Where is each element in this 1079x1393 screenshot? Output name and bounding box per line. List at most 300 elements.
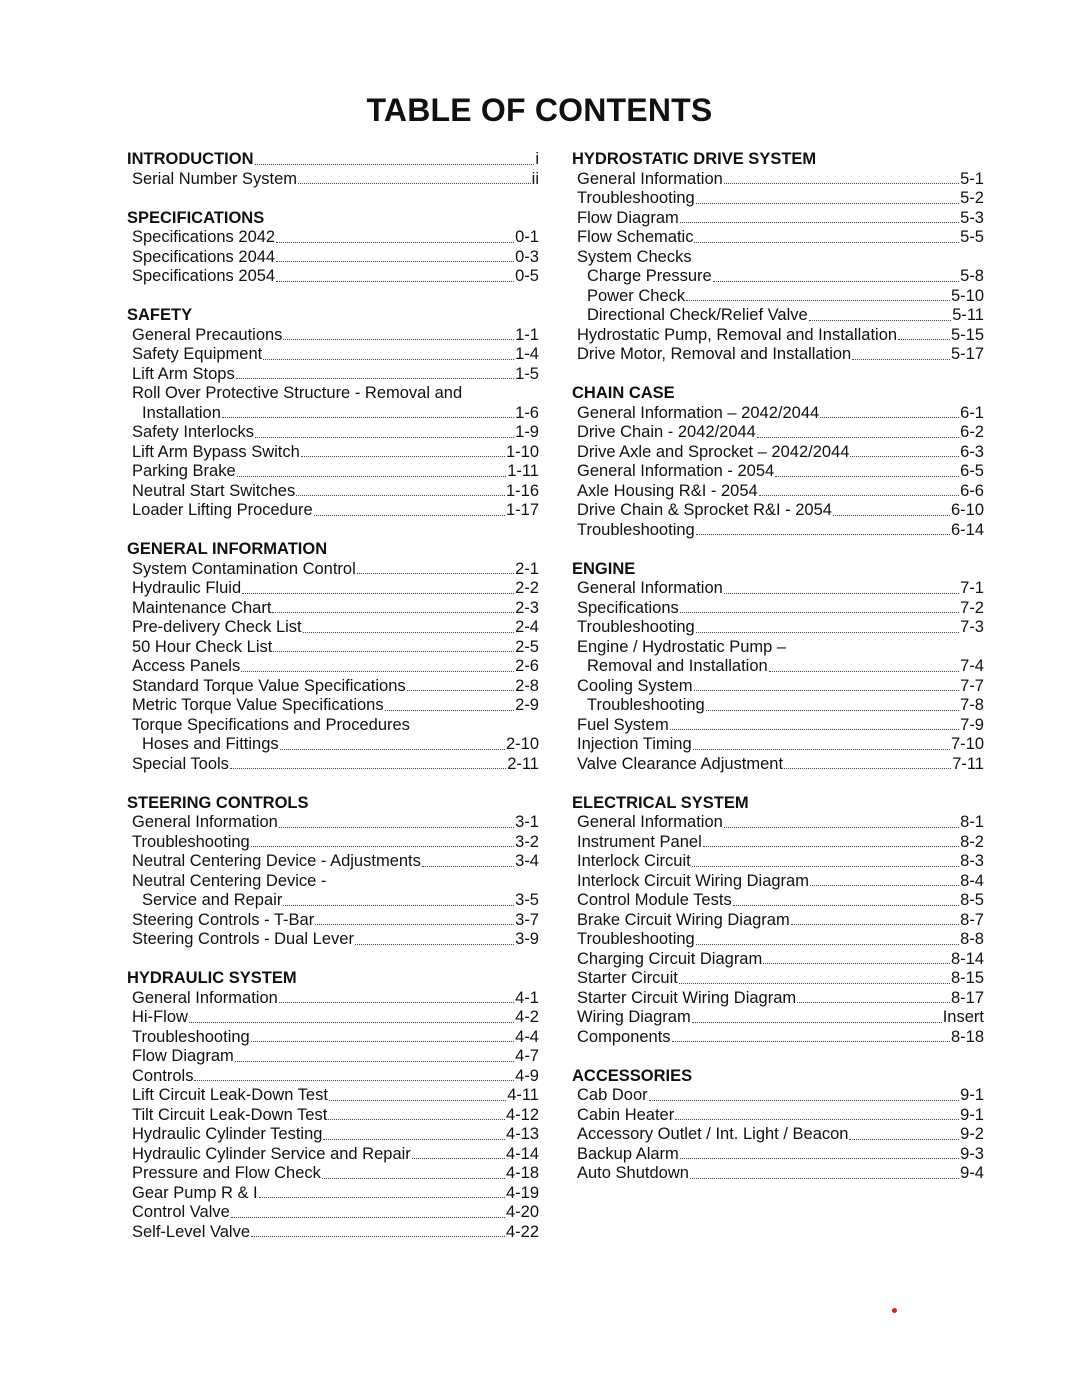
- page-number: 5-5: [960, 228, 984, 246]
- page-number: 4-7: [515, 1047, 539, 1065]
- toc-entry-label: Power Check: [587, 286, 686, 305]
- dot-leader: [241, 671, 514, 672]
- toc-entry[interactable]: [127, 1164, 539, 1184]
- toc-entry-label: Neutral Centering Device - Adjustments: [132, 852, 421, 870]
- dot-leader: [276, 281, 514, 282]
- dot-leader: [679, 983, 950, 984]
- dot-leader: [690, 1178, 959, 1179]
- page-number: 8-1: [960, 813, 984, 831]
- page-number: 1-1: [515, 325, 539, 344]
- page-number: 4-19: [505, 1183, 539, 1202]
- toc-entry[interactable]: [127, 1203, 539, 1223]
- dot-leader: [357, 573, 514, 574]
- toc-entry-label: Flow Diagram: [577, 208, 679, 227]
- toc-entry[interactable]: [572, 267, 984, 287]
- toc-entry[interactable]: [572, 969, 984, 989]
- toc-entry[interactable]: [572, 462, 984, 482]
- toc-entry[interactable]: [127, 657, 539, 677]
- page-number: i: [535, 150, 539, 168]
- toc-entry-label: Directional Check/Relief Valve: [587, 306, 808, 324]
- toc-entry-label: Cabin Heater: [577, 1105, 675, 1124]
- toc-entry-label: Controls: [132, 1066, 194, 1085]
- toc-entry[interactable]: [127, 638, 539, 658]
- toc-entry[interactable]: [127, 170, 539, 190]
- dot-leader: [251, 1041, 514, 1042]
- toc-entry-label: Interlock Circuit Wiring Diagram: [577, 871, 809, 890]
- toc-entry[interactable]: [127, 1028, 539, 1048]
- toc-entry-label: Maintenance Chart: [132, 598, 272, 617]
- toc-entry[interactable]: [572, 1164, 984, 1184]
- dot-leader: [675, 1119, 959, 1120]
- toc-entry-label: Neutral Start Switches: [132, 481, 296, 500]
- toc-entry[interactable]: [572, 716, 984, 736]
- toc-entry-label: System Checks: [577, 247, 692, 266]
- dot-leader: [279, 827, 514, 828]
- toc-entry[interactable]: [572, 228, 984, 248]
- dot-leader: [850, 456, 959, 457]
- toc-section-accessories: [572, 1067, 984, 1184]
- toc-entry-label: General Information - 2054: [577, 462, 775, 480]
- page-number: 3-4: [515, 852, 539, 870]
- toc-entry[interactable]: [127, 1184, 539, 1204]
- page-number: 9-1: [960, 1105, 984, 1124]
- toc-entry[interactable]: [572, 326, 984, 346]
- page-number: 8-15: [950, 969, 984, 987]
- dot-leader: [680, 222, 959, 223]
- page-number: 4-9: [515, 1066, 539, 1085]
- toc-entry[interactable]: [572, 618, 984, 638]
- dot-leader: [276, 261, 514, 262]
- toc-entry[interactable]: [572, 404, 984, 424]
- toc-entry[interactable]: [572, 930, 984, 950]
- toc-entry[interactable]: [127, 1106, 539, 1126]
- toc-entry[interactable]: [572, 443, 984, 463]
- toc-entry[interactable]: [127, 365, 539, 385]
- dot-leader: [696, 534, 950, 535]
- toc-entry[interactable]: [127, 248, 539, 268]
- dot-leader: [694, 690, 960, 691]
- toc-entry[interactable]: [127, 852, 539, 872]
- page-number: 2-3: [515, 598, 539, 617]
- toc-entry-label: Loader Lifting Procedure: [132, 501, 313, 519]
- toc-entry[interactable]: [572, 1086, 984, 1106]
- toc-entry-label: Troubleshooting: [577, 618, 695, 636]
- toc-entry-label: Wiring Diagram: [577, 1008, 691, 1026]
- toc-heading-engine[interactable]: ENGINE: [572, 559, 636, 578]
- toc-entry-label: General Information: [577, 813, 723, 831]
- toc-entry[interactable]: [127, 989, 539, 1009]
- toc-entry[interactable]: [127, 755, 539, 775]
- page-number: 3-1: [515, 813, 539, 831]
- toc-entry[interactable]: [127, 930, 539, 950]
- toc-section-steering-controls: [127, 794, 539, 950]
- toc-entry[interactable]: [572, 189, 984, 209]
- dot-leader: [255, 437, 514, 438]
- toc-entry[interactable]: [127, 345, 539, 365]
- toc-entry-label: Troubleshooting: [132, 1027, 250, 1046]
- toc-entry-label: Drive Chain - 2042/2044: [577, 423, 756, 441]
- toc-entry[interactable]: [127, 1145, 539, 1165]
- toc-entry-label: Lift Arm Stops: [132, 364, 235, 383]
- page-number: 9-3: [960, 1144, 984, 1163]
- page-number: 4-4: [515, 1027, 539, 1046]
- dot-leader: [692, 866, 959, 867]
- page-number: 2-4: [515, 618, 539, 636]
- page-number: Insert: [942, 1008, 984, 1026]
- toc-heading-safety[interactable]: SAFETY: [127, 306, 193, 324]
- dot-leader: [686, 300, 950, 301]
- toc-entry[interactable]: [572, 1145, 984, 1165]
- page-number: 5-3: [960, 208, 984, 227]
- toc-entry[interactable]: [127, 891, 539, 911]
- toc-entry-label: Drive Chain & Sprocket R&I - 2054: [577, 501, 832, 519]
- toc-entry-label: Valve Clearance Adjustment: [577, 754, 784, 773]
- toc-entry-label: Specifications 2054: [132, 267, 276, 285]
- page-number: 9-2: [960, 1125, 984, 1143]
- page-number: 5-8: [960, 267, 984, 285]
- toc-entry-label: Hi-Flow: [132, 1008, 188, 1026]
- page-number: 1-16: [505, 481, 539, 500]
- toc-entry-label: General Information – 2042/2044: [577, 403, 820, 422]
- dot-leader: [713, 281, 959, 282]
- toc-entry[interactable]: [572, 248, 984, 268]
- toc-entry-label: Troubleshooting: [587, 696, 705, 714]
- page-number: 8-2: [960, 832, 984, 851]
- toc-entry-label: Auto Shutdown: [577, 1164, 689, 1182]
- toc-entry-label: Troubleshooting: [577, 520, 695, 539]
- dot-leader: [791, 924, 959, 925]
- page-number: 2-5: [515, 637, 539, 656]
- toc-entry[interactable]: [127, 326, 539, 346]
- toc-entry[interactable]: [127, 696, 539, 716]
- toc-entry-label: Hoses and Fittings: [142, 735, 279, 753]
- toc-heading-electrical-system[interactable]: ELECTRICAL SYSTEM: [572, 793, 749, 812]
- dot-leader: [283, 905, 514, 906]
- page-number: 8-7: [960, 910, 984, 929]
- toc-entry[interactable]: [127, 423, 539, 443]
- page-number: 4-12: [505, 1105, 539, 1124]
- page-number: 2-6: [515, 657, 539, 675]
- toc-entry-label: Self-Level Valve: [132, 1222, 251, 1241]
- toc-entry[interactable]: [572, 696, 984, 716]
- page-number: 6-10: [950, 501, 984, 519]
- dot-leader: [276, 242, 514, 243]
- dot-leader: [280, 749, 505, 750]
- page-number: 7-7: [960, 676, 984, 695]
- toc-entry-label: Engine / Hydrostatic Pump –: [577, 637, 787, 656]
- page-number: 4-2: [515, 1008, 539, 1026]
- page-number: 7-3: [960, 618, 984, 636]
- toc-entry[interactable]: [127, 482, 539, 502]
- toc-entry-label: Specifications 2042: [132, 228, 276, 246]
- dot-leader: [279, 1002, 514, 1003]
- page-number: 6-14: [950, 520, 984, 539]
- page-number: 2-10: [505, 735, 539, 753]
- dot-leader: [230, 768, 506, 769]
- dot-leader: [733, 905, 959, 906]
- page-number: 7-9: [960, 715, 984, 734]
- page-number: 8-17: [950, 988, 984, 1007]
- page-number: 4-1: [515, 988, 539, 1007]
- toc-entry[interactable]: [572, 833, 984, 853]
- toc-entry-label: Parking Brake: [132, 462, 236, 480]
- toc-heading-introduction[interactable]: [127, 150, 539, 170]
- page-number: 4-18: [505, 1164, 539, 1182]
- page-number: 7-1: [960, 579, 984, 597]
- toc-entry-label: Neutral Centering Device -: [132, 871, 327, 890]
- dot-leader: [692, 1022, 942, 1023]
- dot-leader: [314, 515, 505, 516]
- toc-entry-label: Hydraulic Fluid: [132, 579, 242, 597]
- toc-section-introduction: [127, 150, 539, 189]
- page-number: 0-1: [515, 228, 539, 246]
- toc-entry[interactable]: [572, 657, 984, 677]
- toc-entry[interactable]: [572, 423, 984, 443]
- toc-entry[interactable]: [127, 735, 539, 755]
- toc-entry-label: Flow Schematic: [577, 228, 694, 246]
- toc-entry[interactable]: [572, 1106, 984, 1126]
- dot-leader: [763, 963, 950, 964]
- toc-entry-label: Cab Door: [577, 1086, 648, 1104]
- toc-entry[interactable]: [572, 638, 984, 658]
- dot-leader: [784, 768, 951, 769]
- page-number: 7-2: [960, 598, 984, 617]
- page-number: 1-5: [515, 364, 539, 383]
- toc-entry[interactable]: [572, 501, 984, 521]
- page-number: 1-9: [515, 423, 539, 441]
- dot-leader: [696, 632, 959, 633]
- toc-entry[interactable]: [572, 852, 984, 872]
- toc-entry[interactable]: [572, 209, 984, 229]
- page-number: 2-2: [515, 579, 539, 597]
- page-number: 1-17: [505, 501, 539, 519]
- page-number: 4-13: [505, 1125, 539, 1143]
- dot-leader: [385, 710, 515, 711]
- page-number: 1-10: [505, 442, 539, 461]
- page-number: 2-11: [507, 754, 539, 773]
- toc-entry-label: Troubleshooting: [577, 930, 695, 948]
- dot-leader: [672, 1041, 950, 1042]
- section-heading-label: INTRODUCTION: [127, 150, 254, 168]
- toc-entry[interactable]: [127, 443, 539, 463]
- toc-entry-label: Control Valve: [132, 1203, 230, 1221]
- toc-entry[interactable]: [127, 462, 539, 482]
- toc-entry[interactable]: [127, 404, 539, 424]
- page-number: 3-2: [515, 832, 539, 851]
- toc-entry[interactable]: [127, 579, 539, 599]
- toc-entry[interactable]: [572, 306, 984, 326]
- page-number: 7-8: [960, 696, 984, 714]
- toc-entry[interactable]: [127, 872, 539, 892]
- page-number: 2-1: [515, 559, 539, 578]
- toc-entry-label: Steering Controls - T-Bar: [132, 910, 315, 929]
- toc-entry[interactable]: [127, 618, 539, 638]
- toc-entry-label: Injection Timing: [577, 735, 692, 753]
- toc-entry[interactable]: [127, 560, 539, 580]
- toc-entry-label: Starter Circuit Wiring Diagram: [577, 988, 797, 1007]
- toc-entry[interactable]: [572, 482, 984, 502]
- toc-entry-label: Gear Pump R & I: [132, 1183, 258, 1202]
- toc-entry-label: Torque Specifications and Procedures: [132, 715, 410, 734]
- toc-entry-label: General Information: [132, 813, 278, 831]
- toc-section-general-information: [127, 540, 539, 774]
- dot-leader: [323, 1139, 505, 1140]
- dot-leader: [852, 359, 950, 360]
- toc-entry-label: 50 Hour Check List: [132, 637, 273, 656]
- toc-entry-label: Safety Equipment: [132, 345, 263, 363]
- toc-entry[interactable]: [127, 599, 539, 619]
- toc-entry[interactable]: [127, 716, 539, 736]
- toc-heading-hydrostatic-drive-system[interactable]: HYDROSTATIC DRIVE SYSTEM: [572, 150, 817, 168]
- toc-entry-label: Installation: [142, 403, 221, 422]
- toc-entry[interactable]: [572, 287, 984, 307]
- dot-leader: [301, 456, 505, 457]
- dot-leader: [833, 515, 950, 516]
- dot-leader: [775, 476, 959, 477]
- toc-entry[interactable]: [127, 1125, 539, 1145]
- toc-entry[interactable]: [127, 1067, 539, 1087]
- dot-leader: [251, 1236, 505, 1237]
- page-number: 2-8: [515, 676, 539, 695]
- toc-entry-label: Components: [577, 1027, 671, 1046]
- toc-column-left: [127, 150, 539, 1262]
- toc-entry-label: Interlock Circuit: [577, 852, 691, 870]
- toc-entry[interactable]: [572, 599, 984, 619]
- toc-heading-specifications[interactable]: SPECIFICATIONS: [127, 208, 265, 227]
- toc-heading-accessories[interactable]: ACCESSORIES: [572, 1066, 693, 1085]
- toc-entry[interactable]: [127, 267, 539, 287]
- toc-entry[interactable]: [127, 1008, 539, 1028]
- toc-heading-steering-controls[interactable]: STEERING CONTROLS: [127, 793, 309, 812]
- page-number: 3-7: [515, 910, 539, 929]
- toc-entry-label: Starter Circuit: [577, 969, 678, 987]
- toc-entry[interactable]: [127, 384, 539, 404]
- dot-leader: [680, 612, 959, 613]
- toc-heading-chain-case[interactable]: CHAIN CASE: [572, 384, 675, 402]
- toc-entry-label: Access Panels: [132, 657, 241, 675]
- page-number: 7-11: [952, 754, 984, 773]
- toc-entry-label: Pre-delivery Check List: [132, 618, 302, 636]
- toc-entry-label: Axle Housing R&I - 2054: [577, 481, 758, 500]
- dot-leader: [412, 1158, 505, 1159]
- page-number: 8-4: [960, 871, 984, 890]
- page-number: 9-4: [960, 1164, 984, 1182]
- toc-entry-label: Fuel System: [577, 715, 669, 734]
- dot-leader: [422, 866, 514, 867]
- dot-leader: [272, 612, 514, 613]
- toc-heading-general-information[interactable]: GENERAL INFORMATION: [127, 540, 328, 558]
- page-number: 5-1: [960, 169, 984, 188]
- toc-entry[interactable]: [572, 1125, 984, 1145]
- dot-leader: [898, 339, 950, 340]
- toc-entry[interactable]: [572, 521, 984, 541]
- toc-entry-label: Troubleshooting: [577, 189, 695, 207]
- page-number: 1-6: [515, 403, 539, 422]
- dot-leader: [407, 690, 514, 691]
- page-number: 4-20: [505, 1203, 539, 1221]
- toc-entry[interactable]: [127, 1223, 539, 1243]
- toc-entry-label: General Precautions: [132, 325, 283, 344]
- page-number: 6-1: [960, 403, 984, 422]
- toc-entry-label: Standard Torque Value Specifications: [132, 676, 406, 695]
- dot-leader: [194, 1080, 514, 1081]
- dot-leader: [328, 1119, 505, 1120]
- dot-leader: [724, 827, 959, 828]
- toc-entry-label: Drive Motor, Removal and Installation: [577, 345, 852, 363]
- page-number: 8-14: [950, 949, 984, 968]
- dot-leader: [694, 242, 959, 243]
- page-number: 3-5: [515, 891, 539, 909]
- toc-entry-label: General Information: [132, 988, 278, 1007]
- toc-entry[interactable]: [572, 735, 984, 755]
- red-dot-mark: [892, 1308, 897, 1313]
- page-number: ii: [531, 169, 539, 188]
- page-number: 4-14: [505, 1144, 539, 1163]
- page-number: 0-5: [515, 267, 539, 285]
- toc-entry[interactable]: [572, 677, 984, 697]
- dot-leader: [680, 1158, 959, 1159]
- dot-leader: [797, 1002, 950, 1003]
- toc-entry[interactable]: [127, 1086, 539, 1106]
- page-number: 1-4: [515, 345, 539, 363]
- toc-entry[interactable]: [127, 501, 539, 521]
- toc-entry[interactable]: [127, 1047, 539, 1067]
- toc-entry[interactable]: [127, 833, 539, 853]
- page-number: 7-10: [950, 735, 984, 753]
- dot-leader: [263, 359, 514, 360]
- toc-entry-label: Serial Number System: [132, 169, 298, 188]
- page-number: 6-3: [960, 442, 984, 461]
- toc-entry-label: Steering Controls - Dual Lever: [132, 930, 354, 948]
- toc-entry-label: Accessory Outlet / Int. Light / Beacon: [577, 1125, 849, 1143]
- toc-entry[interactable]: [572, 755, 984, 775]
- toc-entry[interactable]: [572, 170, 984, 190]
- toc-entry-label: Hydraulic Cylinder Service and Repair: [132, 1144, 411, 1163]
- toc-entry[interactable]: [127, 813, 539, 833]
- dot-leader: [189, 1022, 514, 1023]
- toc-entry[interactable]: [572, 950, 984, 970]
- toc-heading-hydraulic-system[interactable]: HYDRAULIC SYSTEM: [127, 969, 297, 987]
- dot-leader: [251, 846, 514, 847]
- toc-entry-label: Special Tools: [132, 754, 229, 773]
- toc-entry[interactable]: [572, 345, 984, 365]
- toc-entry[interactable]: [572, 911, 984, 931]
- page-number: 4-22: [505, 1222, 539, 1241]
- dot-leader: [303, 632, 515, 633]
- toc-entry[interactable]: [127, 677, 539, 697]
- dot-leader: [724, 593, 959, 594]
- toc-entry-label: Drive Axle and Sprocket – 2042/2044: [577, 442, 850, 461]
- toc-entry[interactable]: [127, 228, 539, 248]
- page-number: 9-1: [960, 1086, 984, 1104]
- dot-leader: [298, 183, 531, 184]
- dot-leader: [670, 729, 959, 730]
- toc-entry[interactable]: [127, 911, 539, 931]
- toc-entry[interactable]: [572, 989, 984, 1009]
- dot-leader: [849, 1139, 959, 1140]
- toc-entry-label: Tilt Circuit Leak-Down Test: [132, 1105, 328, 1124]
- toc-entry[interactable]: [572, 813, 984, 833]
- toc-entry[interactable]: [572, 1008, 984, 1028]
- toc-entry-label: Specifications: [577, 598, 679, 617]
- toc-entry[interactable]: [572, 579, 984, 599]
- toc-entry[interactable]: [572, 872, 984, 892]
- dot-leader: [810, 885, 959, 886]
- toc-entry[interactable]: [572, 1028, 984, 1048]
- dot-leader: [322, 1178, 505, 1179]
- dot-leader: [242, 593, 514, 594]
- toc-entry[interactable]: [572, 891, 984, 911]
